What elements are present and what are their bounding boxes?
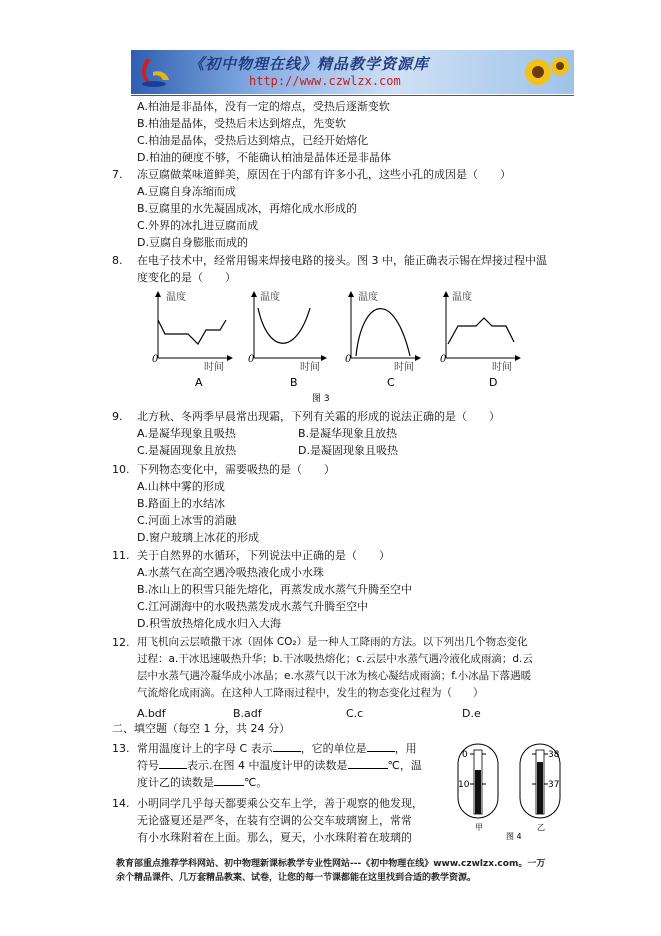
figure-3-charts: [140, 286, 580, 404]
axis-x-label: 时间: [300, 362, 320, 373]
question-number: 8.: [112, 254, 123, 267]
graph-label-b: B: [290, 376, 298, 389]
thermometer-left: [458, 744, 498, 832]
q13-line-1: [137, 740, 417, 757]
q12-option-d: D.e: [462, 707, 481, 720]
q13-text: ℃。: [244, 776, 268, 789]
thermometer-name: 甲: [475, 823, 483, 832]
q12-line-2: 过程：a.干冰迅速吸热升华；b.干冰吸热熔化；c.云层中水蒸气遇冷液化成雨滴；d.云: [137, 653, 533, 665]
header-rule: [131, 95, 574, 96]
q14-line-1: 小明同学几乎每天都要乘公交车上学，善于观察的他发现，: [137, 797, 423, 810]
graph-label-a: A: [195, 376, 203, 389]
question-number: 7.: [112, 168, 123, 181]
question-number: 12.: [112, 636, 130, 649]
axis-y-label: 温度: [358, 292, 378, 303]
thermometer-right: [520, 744, 560, 832]
q11-stem: 关于自然界的水循环，下列说法中正确的是（ ）: [137, 549, 390, 562]
q12-option-a: A.bdf: [137, 707, 166, 720]
q13-text: 符号: [137, 759, 159, 772]
thermometer-name: 乙: [537, 823, 545, 832]
q13-line-2: [137, 757, 422, 774]
q12-option-c: C.c: [346, 707, 364, 720]
q9-stem: 北方秋、冬两季早晨常出现霜，下列有关霜的形成的说法正确的是（ ）: [137, 410, 500, 423]
answer-blank[interactable]: [214, 785, 244, 786]
q10-option-d: D.窗户玻璃上冰花的形成: [137, 531, 259, 544]
q12-line-3: 层中水蒸气遇冷凝华成小冰晶；e.水蒸气以干冰为核心凝结成雨滴；f.小冰晶下落遇暖: [137, 670, 532, 682]
q11-option-d: D.积雪放热熔化成水归入大海: [137, 617, 281, 630]
q13-text: 常用温度计上的字母 C 表示: [137, 742, 273, 755]
axis-y-label: 温度: [260, 292, 280, 303]
q7-option-c: C.外界的冰扎进豆腐而成: [137, 219, 259, 232]
q6-option-c: C.柏油是晶体，受热后达到熔点，已经开始熔化: [137, 134, 369, 147]
figure-caption: 图 3: [312, 394, 330, 404]
q10-option-c: C.河面上冰雪的消融: [137, 514, 237, 527]
temperature-graphs: [140, 286, 580, 404]
question-number: 11.: [112, 549, 130, 562]
q6-option-d: D.柏油的硬度不够，不能确认柏油是晶体还是非晶体: [137, 151, 391, 164]
section-heading: 二、填空题（每空 1 分，共 24 分）: [112, 722, 290, 735]
q6-option-b: B.柏油是晶体，受热后未达到熔点，先变软: [137, 117, 347, 130]
q7-option-a: A.豆腐自身冻缩而成: [137, 185, 236, 198]
q9-option-c: C.是凝固现象且放热: [137, 444, 237, 457]
q9-option-a: A.是凝华现象且吸热: [137, 427, 236, 440]
q13-text: ，用: [394, 742, 417, 755]
axis-origin: 0: [248, 354, 255, 365]
q13-text: 表示.在图 4 中温度计甲的读数是: [187, 759, 348, 772]
tick-label: 38: [548, 750, 560, 760]
q8-stem-cont: 度变化的是（ ）: [137, 271, 236, 284]
question-number: 10.: [112, 463, 130, 476]
axis-y-label: 温度: [452, 292, 472, 303]
question-number: 9.: [112, 410, 123, 423]
q6-option-a: A.柏油是非晶体，没有一定的熔点，受热后逐渐变软: [137, 100, 390, 113]
header-banner: [131, 50, 574, 94]
page-footer: [116, 857, 596, 885]
question-number: 14.: [112, 797, 130, 810]
q10-option-b: B.路面上的水结冰: [137, 497, 226, 510]
q13-text: 度计乙的读数是: [137, 776, 214, 789]
answer-blank[interactable]: [348, 768, 388, 769]
figure-caption: 图 4: [506, 832, 522, 840]
tick-label: 0: [462, 750, 468, 760]
q12-line-4: 气流熔化成雨滴。在这种人工降雨过程中，发生的物态变化过程为（ ）: [137, 687, 484, 699]
site-logo-icon: [137, 54, 171, 88]
q9-option-b: B.是凝华现象且放热: [298, 427, 398, 440]
axis-y-label: 温度: [166, 292, 186, 303]
banner-url[interactable]: http://www.czwlzx.com: [249, 74, 401, 88]
q7-stem: 冻豆腐做菜味道鲜美，原因在于内部有许多小孔，这些小孔的成因是（ ）: [137, 168, 511, 181]
axis-x-label: 时间: [492, 362, 512, 373]
q14-line-3: 有小水珠附着在上面。那么，夏天，小水珠附着在玻璃的: [137, 831, 412, 844]
graph-label-d: D: [489, 376, 498, 389]
q10-option-a: A.山林中雾的形成: [137, 480, 225, 493]
q7-option-b: B.豆腐里的水先凝固成冰，再熔化成水形成的: [137, 202, 358, 215]
q11-option-a: A.水蒸气在高空遇冷吸热液化成小水珠: [137, 566, 324, 579]
q13-text: ℃，温: [387, 759, 422, 772]
footer-line-1: 教育部重点推荐学科网站、初中物理新课标教学专业性网站---《初中物理在线》www.czwlzx.com。一万: [116, 859, 546, 869]
q12-option-b: B.adf: [233, 707, 262, 720]
q11-option-c: C.江河湖海中的水吸热蒸发成水蒸气升腾至空中: [137, 600, 369, 613]
q14-line-2: 无论盛夏还是严冬，在装有空调的公交车玻璃窗上，常常: [137, 814, 412, 827]
q8-stem: 在电子技术中，经常用锡来焊接电路的接头。图 3 中，能正确表示锡在焊接过程中温: [137, 254, 547, 267]
q11-option-b: B.冰山上的积雪只能先熔化，再蒸发成水蒸气升腾至空中: [137, 583, 413, 596]
q13-text: ，它的单位是: [300, 742, 367, 755]
axis-x-label: 时间: [394, 362, 414, 373]
q10-stem: 下列物态变化中，需要吸热的是（ ）: [137, 463, 335, 476]
graph-label-c: C: [387, 376, 395, 389]
axis-origin: 0: [152, 354, 159, 365]
q9-option-d: D.是凝固现象且吸热: [298, 444, 398, 457]
axis-origin: 0: [345, 354, 352, 365]
footer-line-2: 余个精品课件、几万套精品教案、试卷，让您的每一节课都能在这里找到合适的教学资源。: [116, 873, 477, 883]
q7-option-d: D.豆腐自身膨胀而成的: [137, 236, 248, 249]
tick-label: 10: [458, 780, 470, 790]
answer-blank[interactable]: [273, 751, 301, 752]
banner-title: 《初中物理在线》精品教学资源库: [189, 55, 430, 73]
answer-blank[interactable]: [367, 751, 395, 752]
sunflower-icon: [520, 52, 570, 92]
tick-label: 37: [548, 780, 560, 790]
q13-line-3: [137, 774, 267, 791]
thermometers-figure: [448, 740, 578, 840]
axis-origin: 0: [440, 354, 447, 365]
q12-line-1: 用飞机向云层喷撒干冰（固体 CO₂）是一种人工降雨的方法。以下列出几个物态变化: [137, 636, 528, 648]
answer-blank[interactable]: [159, 768, 187, 769]
question-number: 13.: [112, 742, 130, 755]
axis-x-label: 时间: [204, 362, 224, 373]
